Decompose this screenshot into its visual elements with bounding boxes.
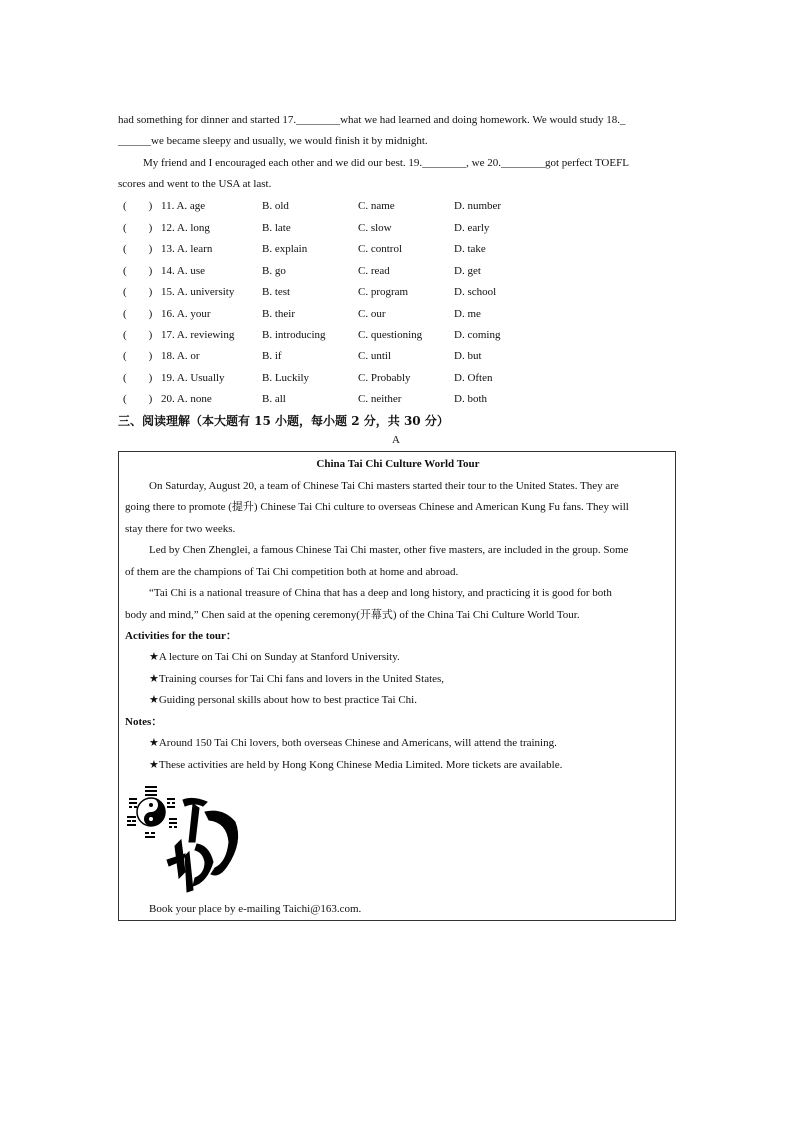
answer-blank: ( ) [123, 265, 153, 277]
answer-blank: ( ) [123, 243, 153, 255]
activity-item: ★Training courses for Tai Chi fans and lovers in the United States, [149, 673, 445, 685]
option-d: D. school [454, 286, 497, 298]
option-b: B. their [262, 308, 295, 320]
answer-blank: ( ) [123, 308, 153, 320]
article-p2-line2: of them are the champions of Tai Chi competition both at home and abroad. [125, 566, 459, 578]
activity-item: ★Guiding personal skills about how to best practice Tai Chi. [149, 694, 417, 706]
option-b: B. go [262, 265, 286, 277]
notes-heading: Notes： [125, 716, 163, 728]
option-c: C. neither [358, 393, 402, 405]
option-b: B. if [262, 350, 282, 362]
article-p3-line1: “Tai Chi is a national treasure of China that has a deep and long history, and practicing it is good for both [149, 587, 612, 599]
option-b: B. introducing [262, 329, 326, 341]
option-d: D. get [454, 265, 481, 277]
passage-line-3: My friend and I encouraged each other and we did our best. 19.________, we 20.________got perfect TOEFL [143, 157, 629, 169]
option-d: D. Often [454, 372, 493, 384]
option-c: C. program [358, 286, 409, 298]
option-c: C. questioning [358, 329, 423, 341]
option-b: B. all [262, 393, 286, 405]
option-d: D. early [454, 222, 490, 234]
option-a: 12. A. long [161, 222, 210, 234]
option-a: 19. A. Usually [161, 372, 225, 384]
activity-item: ★A lecture on Tai Chi on Sunday at Stanford University. [149, 651, 400, 663]
note-item: ★Around 150 Tai Chi lovers, both overseas Chinese and Americans, will attend the training. [149, 737, 557, 749]
answer-blank: ( ) [123, 350, 153, 362]
article-p2-line1: Led by Chen Zhenglei, a famous Chinese Tai Chi master, other five masters, are included in the group. Some [149, 544, 629, 556]
article-p3-line2: body and mind,” Chen said at the opening ceremony(开幕式) of the China Tai Chi Culture World Tour. [125, 609, 580, 621]
option-d: D. but [454, 350, 482, 362]
option-b: B. late [262, 222, 291, 234]
article-box [118, 451, 676, 921]
option-d: D. me [454, 308, 481, 320]
option-a: 13. A. learn [161, 243, 213, 255]
article-title: China Tai Chi Culture World Tour [316, 458, 480, 470]
option-a: 20. A. none [161, 393, 212, 405]
article-p1-line1: On Saturday, August 20, a team of Chinese Tai Chi masters started their tour to the United States. They are [149, 480, 619, 492]
option-d: D. number [454, 200, 502, 212]
activities-heading: Activities for the tour： [125, 630, 237, 642]
answer-blank: ( ) [123, 286, 153, 298]
option-c: C. our [358, 308, 386, 320]
option-a: 18. A. or [161, 350, 200, 362]
passage-line-1: had something for dinner and started 17.________what we had learned and doing homework. We would study 18._ [118, 114, 626, 126]
option-d: D. coming [454, 329, 501, 341]
option-d: D. take [454, 243, 486, 255]
option-c: C. Probably [358, 372, 411, 384]
article-p1-line3: stay there for two weeks. [125, 523, 236, 535]
calligraphy-icon [167, 798, 238, 892]
answer-blank: ( ) [123, 222, 153, 234]
option-a: 16. A. your [161, 308, 211, 320]
tai-chi-logo-image [123, 782, 253, 897]
note-item: ★These activities are held by Hong Kong Chinese Media Limited. More tickets are available. [149, 759, 563, 771]
option-c: C. read [358, 265, 390, 277]
answer-blank: ( ) [123, 329, 153, 341]
booking-text: Book your place by e-mailing Taichi@163.com. [149, 903, 362, 915]
passage-line-2: ______we became sleepy and usually, we would finish it by midnight. [118, 135, 428, 147]
answer-blank: ( ) [123, 393, 153, 405]
passage-line-4: scores and went to the USA at last. [118, 178, 272, 190]
yin-yang-icon [137, 798, 165, 826]
option-a: 15. A. university [161, 286, 235, 298]
option-b: B. explain [262, 243, 308, 255]
answer-blank: ( ) [123, 200, 153, 212]
option-b: B. test [262, 286, 291, 298]
option-c: C. slow [358, 222, 392, 234]
option-c: C. control [358, 243, 402, 255]
answer-blank: ( ) [123, 372, 153, 384]
option-b: B. Luckily [262, 372, 310, 384]
passage-letter: A [392, 434, 400, 446]
option-d: D. both [454, 393, 487, 405]
section-heading: 三、阅读理解（本大题有 15 小题，每小题 2 分，共 30 分） [118, 414, 449, 428]
option-c: C. name [358, 200, 395, 212]
option-a: 14. A. use [161, 265, 205, 277]
article-p1-line2: going there to promote (提升) Chinese Tai Chi culture to overseas Chinese and American Kung Fu fans. They will [125, 501, 629, 513]
option-a: 17. A. reviewing [161, 329, 235, 341]
option-c: C. until [358, 350, 392, 362]
option-a: 11. A. age [161, 200, 206, 212]
option-b: B. old [262, 200, 289, 212]
